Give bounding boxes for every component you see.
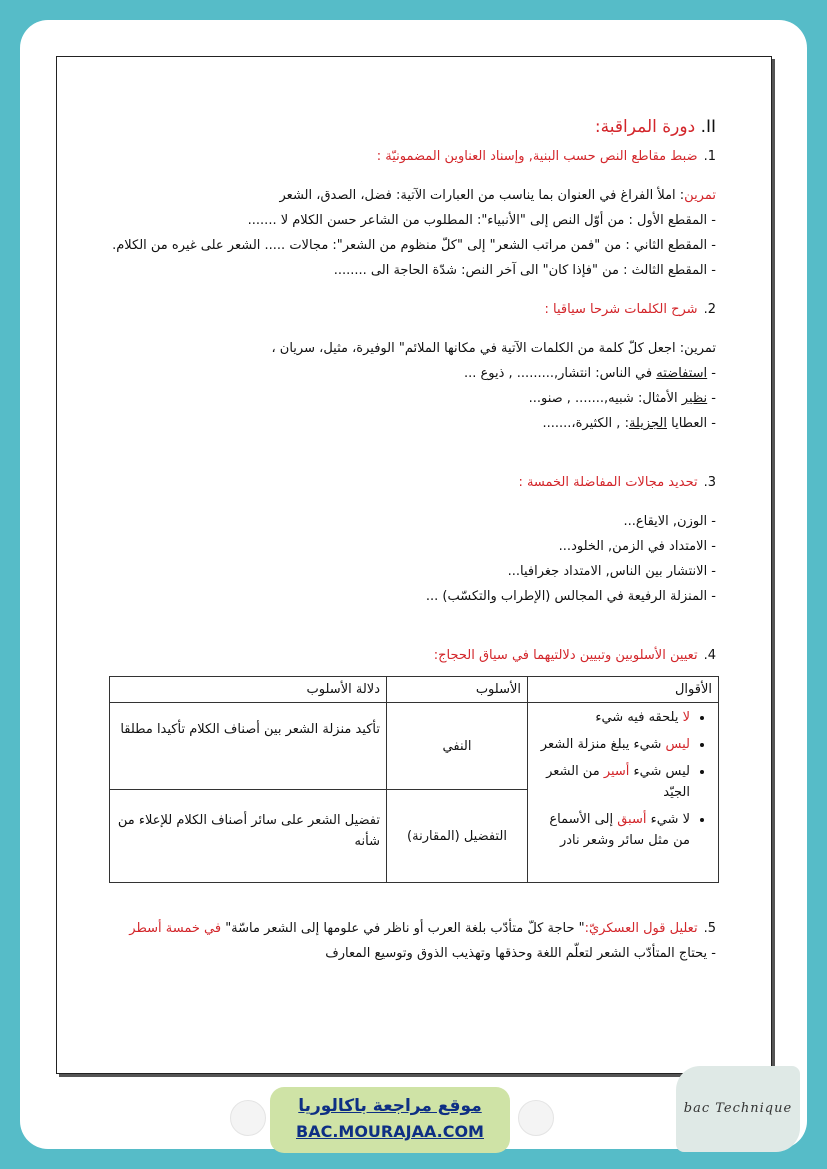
table-row <box>110 703 719 790</box>
table-header: الأسلوب <box>387 677 528 703</box>
part3-heading <box>92 470 716 495</box>
part1-heading <box>92 144 716 169</box>
part1-line: - المقطع الأول : من أوّل النص إلى "الأنبياء": المطلوب من الشاعر حسن الكلام لا ....... <box>247 213 716 228</box>
part1-exercise <box>92 183 716 208</box>
part2-line: - نظير الأمثال: شبيه,....... , صنو... <box>528 391 716 406</box>
part2-line: - استفاضته في الناس: انتشار,......... , ذيوع ... <box>463 366 716 381</box>
part1-line: - المقطع الثاني : من "فمن مراتب الشعر" إلى "كلّ منظوم من الشعر": مجالات ..... الشعر على غيره من الكلام. <box>112 238 716 253</box>
site-logo-icon <box>230 1100 266 1136</box>
section-title: دورة المراقبة: <box>594 117 696 137</box>
exercise-text: : املأ الفراغ في العنوان بما يناسب من العبارات الآتية: فضل، الصدق، الشعر <box>279 188 685 203</box>
part4-number: 4. <box>703 648 716 663</box>
part3-line: - الوزن, الايقاع... <box>623 514 716 529</box>
part5-number: 5. <box>703 921 716 936</box>
part4-heading <box>92 643 716 668</box>
exercise-label: تمرين <box>684 188 716 203</box>
section-numeral: II. <box>700 117 716 137</box>
vocab-word: نظير <box>681 391 708 406</box>
part2-heading <box>92 297 716 322</box>
table-header: دلالة الأسلوب <box>110 677 387 703</box>
list-item: • لا شيء أسبق إلى الأسماع من مثل سائر وشعر نادر <box>534 809 690 851</box>
quotes-list <box>534 707 712 851</box>
site-logo-icon <box>518 1100 554 1136</box>
site-url-link[interactable]: BAC.MOURAJAA.COM <box>296 1122 484 1141</box>
part3-line: - المنزلة الرفيعة في المجالس (الإطراب والتكسّب) ... <box>425 589 716 604</box>
list-item: • ليس شيء أسير من الشعر الجيّد <box>534 761 690 803</box>
part5-tail: في خمسة أسطر <box>129 921 226 936</box>
styles-table <box>109 676 719 883</box>
part5-answer: - يحتاج المتأدّب الشعر لتعلّم اللغة وحذقها وتهذيب الذوق وتوسيع المعارف <box>325 946 716 961</box>
part1-number: 1. <box>703 149 716 164</box>
part2-exercise: تمرين: اجعل كلّ كلمة من الكلمات الآتية في مكانها الملائم" الوفيرة، مثيل، سريان ، <box>271 341 716 356</box>
part1-line: - المقطع الثالث : من "فإذا كان" الى آخر النص: شدّة الحاجة الى ........ <box>333 263 716 278</box>
part5-title: تعليل قول العسكريّ: <box>584 921 698 936</box>
document-content <box>92 105 716 966</box>
part2-number: 2. <box>703 302 716 317</box>
part3-title: تحديد مجالات المفاضلة الخمسة : <box>518 475 698 490</box>
style-cell: النفي <box>387 703 528 790</box>
quotes-cell <box>528 703 719 883</box>
table-header-row <box>110 677 719 703</box>
part5-heading <box>92 917 716 941</box>
part4-title: تعيين الأسلوبين وتبيين دلالتيهما في سياق الحجاج: <box>433 648 698 663</box>
part1-title: ضبط مقاطع النص حسب البنية, وإسناد العناوين المضمونيّة : <box>376 149 698 164</box>
section-heading <box>92 115 716 140</box>
site-name: موقع مراجعة باكالوريا <box>298 1096 482 1116</box>
part5-quote: " حاجة كلّ متأدّب بلغة العرب أو ناظر في علومها إلى الشعر ماسّة" <box>225 921 585 936</box>
meaning-cell: تفضيل الشعر على سائر أصناف الكلام للإعلاء من شأنه <box>110 790 387 883</box>
table-header: الأقوال <box>528 677 719 703</box>
bac-technique-badge: bac Technique <box>676 1066 800 1152</box>
list-item: • لا يلحقه فيه شيء <box>534 707 690 728</box>
vocab-word: الجزيلة <box>628 416 667 431</box>
list-item: • ليس شيء يبلغ منزلة الشعر <box>534 734 690 755</box>
part2-line: - العطايا الجزيلة: , الكثيرة،....... <box>542 416 716 431</box>
part3-line: - الامتداد في الزمن, الخلود... <box>558 539 716 554</box>
site-banner[interactable] <box>270 1087 510 1153</box>
style-cell: التفضيل (المقارنة) <box>387 790 528 883</box>
part3-number: 3. <box>703 475 716 490</box>
part3-line: - الانتشار بين الناس, الامتداد جغرافيا... <box>507 564 716 579</box>
vocab-word: استفاضته <box>656 366 708 381</box>
part2-title: شرح الكلمات شرحا سياقيا : <box>544 302 698 317</box>
meaning-cell: تأكيد منزلة الشعر بين أصناف الكلام تأكيدا مطلقا <box>110 703 387 790</box>
